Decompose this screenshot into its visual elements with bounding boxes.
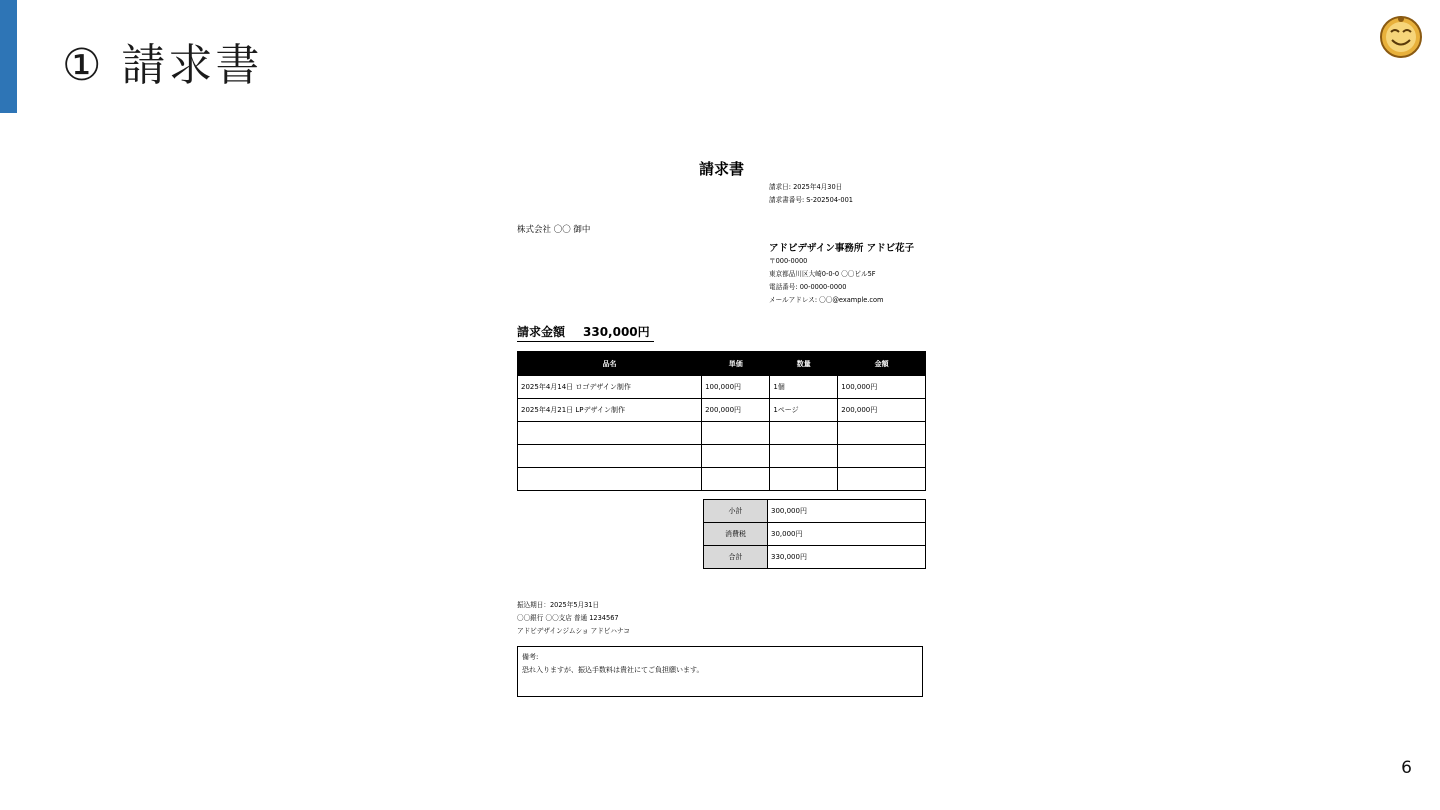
recipient-name: 株式会社 〇〇 御中 — [517, 225, 591, 235]
subtotal-label: 小計 — [704, 500, 768, 523]
slide-title: ① 請求書 — [62, 40, 263, 91]
total-label: 合計 — [704, 546, 768, 569]
table-row — [518, 422, 926, 445]
cell-amount — [838, 468, 926, 491]
cell-item-name — [518, 468, 702, 491]
cell-unit-price: 100,000円 — [702, 376, 770, 399]
page-number: 6 — [1401, 758, 1412, 778]
account-holder: アドビデザインジムショ アドビハナコ — [517, 627, 630, 635]
subtotal-value: 300,000円 — [768, 500, 926, 523]
cell-quantity: 1ページ — [770, 399, 838, 422]
cell-unit-price: 200,000円 — [702, 399, 770, 422]
tax-value: 30,000円 — [768, 523, 926, 546]
cell-amount — [838, 422, 926, 445]
table-row — [518, 468, 926, 491]
sender-postal: 〒000-0000 — [769, 257, 808, 265]
table-row — [518, 445, 926, 468]
issue-date: 請求日: 2025年4月30日 — [769, 183, 843, 191]
billing-amount — [517, 324, 654, 342]
billing-amount-label: 請求金額 — [517, 325, 566, 339]
cell-amount — [838, 445, 926, 468]
sender-address: 東京都品川区大崎0-0-0 〇〇ビル5F — [769, 270, 876, 278]
invoice-number: 請求書番号: S-202504-001 — [769, 196, 853, 204]
cell-item-name — [518, 422, 702, 445]
header-amount: 金額 — [838, 352, 926, 376]
notes-box — [517, 646, 923, 697]
sender-name: アドビデザイン事務所 アドビ花子 — [769, 243, 915, 254]
cell-quantity — [770, 422, 838, 445]
totals-row-subtotal — [704, 500, 926, 523]
totals-row-total — [704, 546, 926, 569]
cell-amount: 100,000円 — [838, 376, 926, 399]
header-unit-price: 単価 — [702, 352, 770, 376]
cell-item-name — [518, 445, 702, 468]
notes-label: 備考: — [522, 653, 539, 661]
bank-account: 〇〇銀行 〇〇支店 普通 1234567 — [517, 614, 619, 622]
items-table-header — [518, 352, 926, 376]
cell-quantity — [770, 468, 838, 491]
sender-phone: 電話番号: 00-0000-0000 — [769, 283, 847, 291]
payment-due-date: 振込期日：2025年5月31日 — [517, 601, 600, 609]
cell-unit-price — [702, 422, 770, 445]
header-quantity: 数量 — [770, 352, 838, 376]
tax-label: 消費税 — [704, 523, 768, 546]
cell-item-name: 2025年4月14日 ロゴデザイン制作 — [518, 376, 702, 399]
invoice-title: 請求書 — [699, 160, 745, 178]
sender-email: メールアドレス: 〇〇@example.com — [769, 296, 884, 304]
cell-unit-price — [702, 468, 770, 491]
cell-quantity: 1個 — [770, 376, 838, 399]
cell-unit-price — [702, 445, 770, 468]
cell-item-name: 2025年4月21日 LPデザイン制作 — [518, 399, 702, 422]
totals-row-tax — [704, 523, 926, 546]
total-value: 330,000円 — [768, 546, 926, 569]
notes-text: 恐れ入りますが、振込手数料は貴社にてご負担願います。 — [522, 666, 704, 674]
totals-table — [703, 499, 926, 569]
table-row — [518, 376, 926, 399]
header-item-name: 品名 — [518, 352, 702, 376]
billing-amount-value: 330,000円 — [583, 325, 650, 339]
table-row — [518, 399, 926, 422]
cell-quantity — [770, 445, 838, 468]
items-table — [517, 351, 926, 491]
cell-amount: 200,000円 — [838, 399, 926, 422]
